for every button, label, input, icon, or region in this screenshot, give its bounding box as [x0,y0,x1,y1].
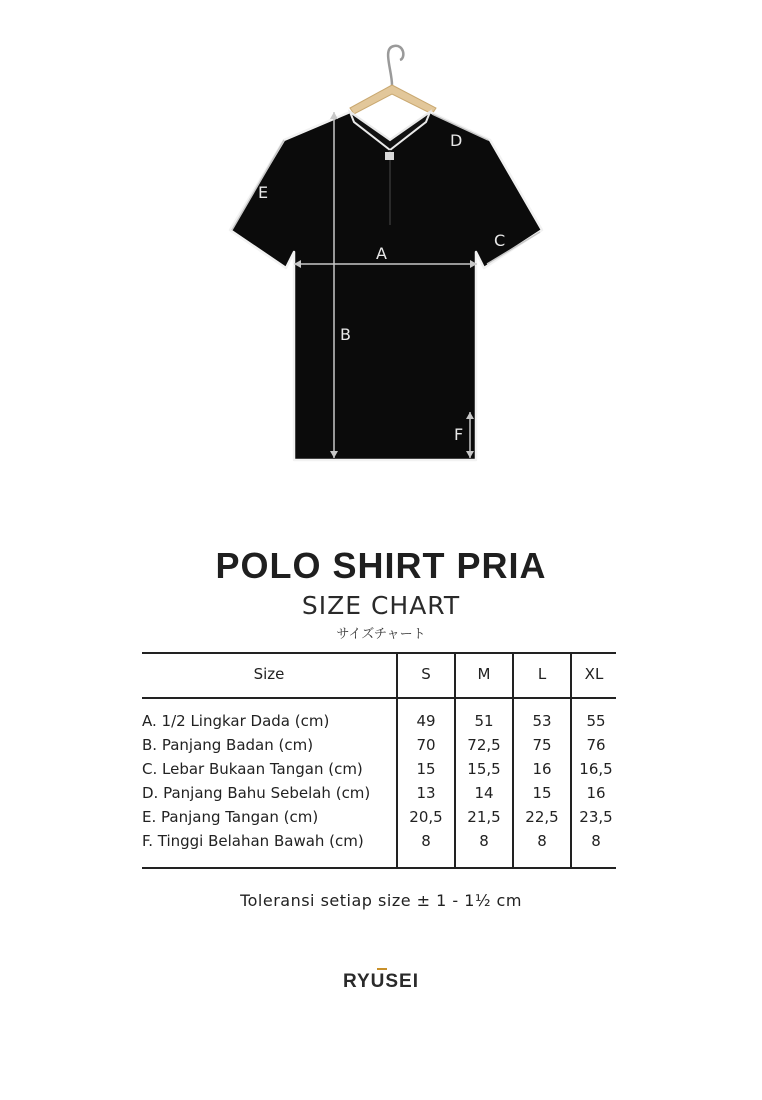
table-cell: 70 [416,736,436,754]
table-cell: 8 [591,832,601,850]
table-cell: 55 [586,712,606,730]
table-cell: 16 [532,760,552,778]
measure-label-a: A [376,244,387,263]
measure-label-e: E [258,183,269,202]
table-cell: 15 [416,760,436,778]
shirt-diagram [222,40,552,470]
table-cell: 22,5 [525,808,559,826]
table-cell: 15,5 [467,760,501,778]
brand-accent-bar [377,968,387,970]
table-cell: 76 [586,736,606,754]
table-top-rule [142,652,616,654]
row-label: F. Tinggi Belahan Bawah (cm) [142,832,364,850]
table-cell: 21,5 [467,808,501,826]
size-table [142,652,616,869]
table-cell: 23,5 [579,808,613,826]
measure-label-f: F [454,425,464,444]
page-title: POLO SHIRT PRIA [215,545,547,586]
shirt-body [230,112,542,460]
table-cell: 8 [479,832,489,850]
table-cell: 16,5 [579,760,613,778]
header-size: Size [253,665,285,683]
brand-logo: RYUSEI [342,971,420,992]
page-subtitle-japanese: サイズチャート [336,627,426,642]
row-label: D. Panjang Bahu Sebelah (cm) [142,784,371,802]
table-cell: 8 [537,832,547,850]
table-cell: 8 [421,832,431,850]
hanger-icon [350,85,436,114]
table-cell: 51 [474,712,494,730]
shirt-illustration [222,40,552,470]
table-cell: 16 [586,784,606,802]
row-label: A. 1/2 Lingkar Dada (cm) [142,712,330,730]
header-m: M [477,665,491,683]
table-cell: 75 [532,736,552,754]
table-cell: 20,5 [409,808,443,826]
row-label: B. Panjang Badan (cm) [142,736,314,754]
header-s: S [421,665,431,683]
page-subtitle: SIZE CHART [301,591,461,620]
header-xl: XL [584,665,604,683]
header-l: L [537,665,547,683]
table-cell: 72,5 [467,736,501,754]
table-header-rule [142,697,616,699]
row-label: E. Panjang Tangan (cm) [142,808,319,826]
table-cell: 49 [416,712,436,730]
measure-label-b: B [340,325,351,344]
table-cell: 13 [416,784,436,802]
measure-label-c: C [494,231,506,250]
tolerance-note: Toleransi setiap size ± 1 - 1½ cm [240,891,522,910]
table-cell: 15 [532,784,552,802]
table-cell: 53 [532,712,552,730]
table-cell: 14 [474,784,494,802]
zipper-pull [385,152,394,160]
hanger-hook [388,46,403,85]
measure-label-d: D [450,131,463,150]
table-bottom-rule [142,867,616,869]
row-label: C. Lebar Bukaan Tangan (cm) [142,760,363,778]
